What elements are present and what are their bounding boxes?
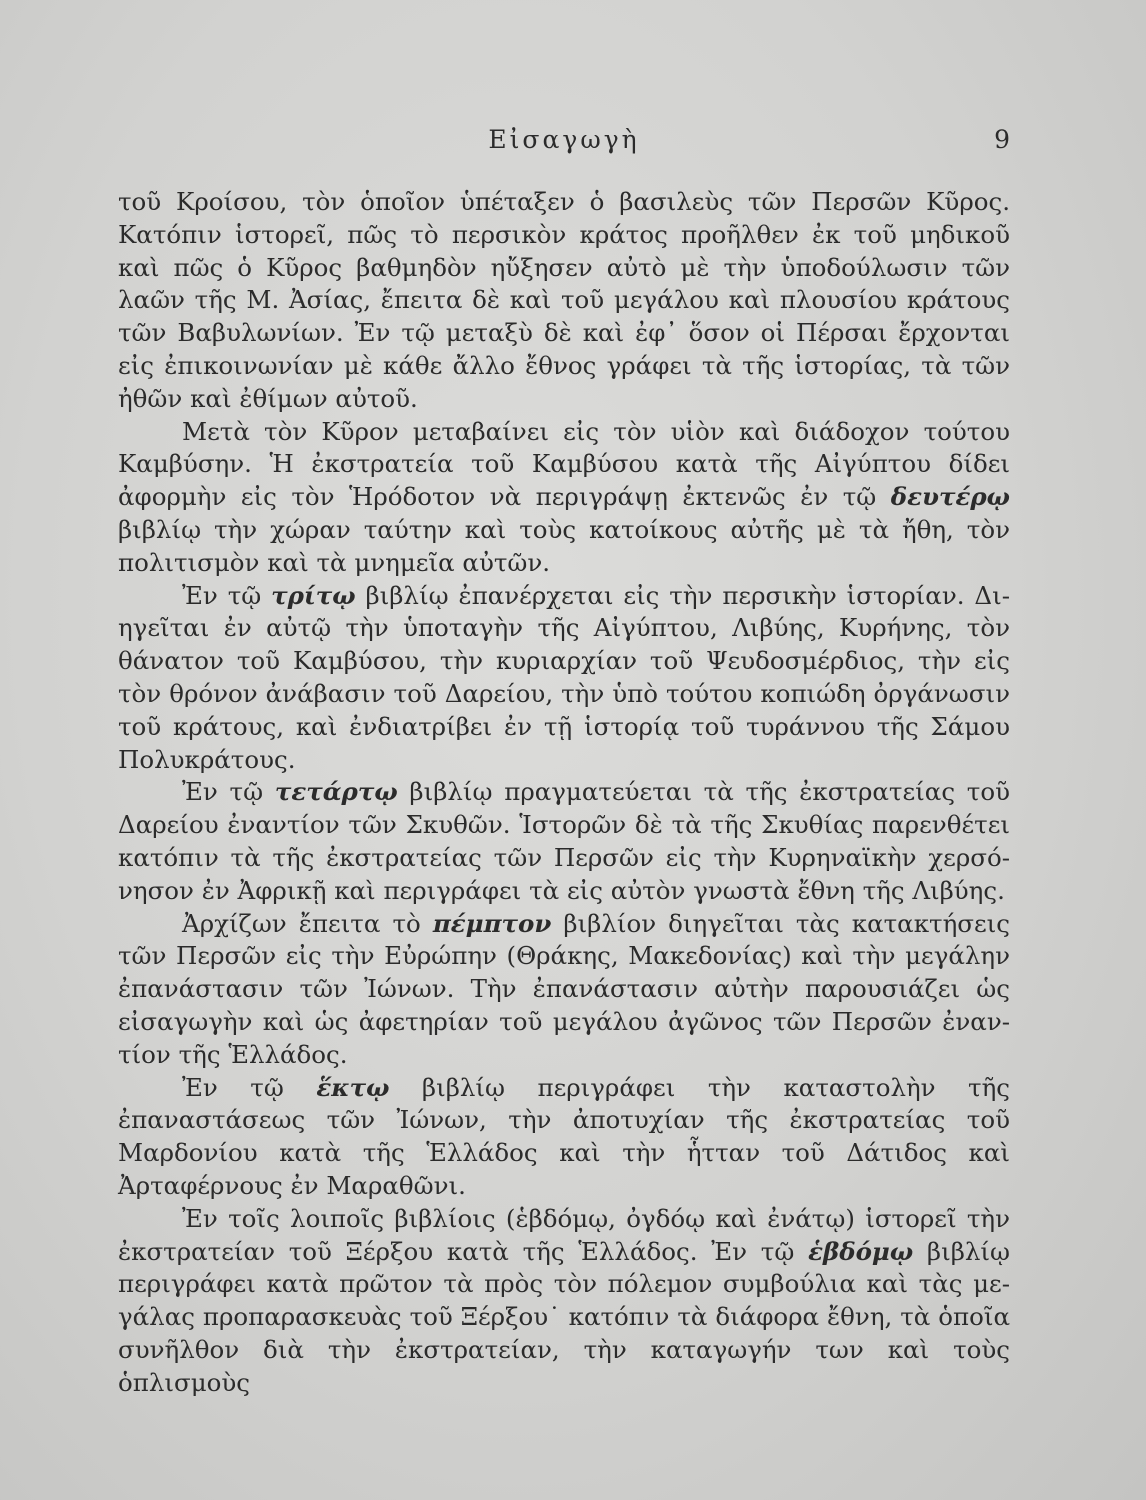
text-run: Ἐν τῷ <box>182 580 272 610</box>
emphasized-word: τρίτῳ <box>271 580 356 610</box>
text-run: Ἀρχίζων ἔπειτα τὸ <box>182 908 433 938</box>
paragraph <box>118 1203 1010 1400</box>
running-title: Εἰσαγωγὴ <box>488 125 640 154</box>
text-run: Μετὰ τὸν Κῦρον μεταβαίνει εἰς τὸν υἱὸν καὶ διάδοχον τούτου Καμβύσην. Ἡ ἐκστρατεία τοῦ Καμβύσου κατὰ τῆς Αἰγύπτου δίδει ἀφορμὴν εἰς τὸν Ἡρόδοτον νὰ περιγράψῃ ἐκτενῶς ἐν τῷ <box>118 416 1010 512</box>
text-run: τοῦ Κροίσου, τὸν ὁποῖον ὑπέταξεν ὁ βασιλεὺς τῶν Περσῶν Κῦρος. Κατόπιν ἱστορεῖ, πῶς τὸ περσικὸν κράτος προῆλθεν ἐκ τοῦ μηδικοῦ καὶ πῶς ὁ Κῦρος βαθμηδὸν ηὔξησεν αὐτὸ μὲ τὴν ὑποδούλωσιν τῶν λαῶν τῆς Μ. Ἀσίας, ἔπειτα δὲ καὶ τοῦ μεγάλου καὶ πλουσίου κράτους τῶν Βαβυλωνίων. Ἐν τῷ μεταξὺ δὲ καὶ ἐφ᾿ ὅσον οἱ Πέρσαι ἔρχονται εἰς ἐπικοινωνίαν μὲ κάθε ἄλλο ἔθνος γράφει τὰ τῆς ἱστορίας, τὰ τῶν ἠθῶν καὶ ἐθίμων αὐτοῦ. <box>118 187 1010 413</box>
text-run: Ἐν τῷ <box>182 777 275 807</box>
text-run: βιβλίῳ ἐπανέρχεται εἰς τὴν περσικὴν ἱστορίαν. Διηγεῖται ἐν αὐτῷ τὴν ὑποταγὴν τῆς Αἰγύπτου, Λιβύης, Κυρήνης, τὸν θάνατον τοῦ Καμβύσου, τὴν κυριαρχίαν τοῦ Ψευδοσμέρδιος, τὴν εἰς τὸν θρόνον ἀνάβασιν τοῦ Δαρείου, τὴν ὑπὸ τούτου κοπιώδη ὀργάνωσιν τοῦ κράτους, καὶ ἐνδιατρίβει ἐν τῇ ἱστορίᾳ τοῦ τυράννου τῆς Σάμου Πολυκράτους. <box>118 580 1010 774</box>
paragraph <box>118 416 1010 580</box>
paragraph <box>118 186 1010 416</box>
paragraph <box>118 580 1010 777</box>
emphasized-word: ἕκτῳ <box>316 1072 390 1102</box>
emphasized-word: πέμπτον <box>432 908 552 938</box>
emphasized-word: ἑβδόμῳ <box>808 1236 914 1266</box>
paragraph <box>118 776 1010 907</box>
text-run: βιβλίῳ τὴν χώραν ταύτην καὶ τοὺς κατοίκους αὐτῆς μὲ τὰ ἤθη, τὸν πολιτισμὸν καὶ τὰ μνημεῖα αὐτῶν. <box>118 514 1010 577</box>
page-header <box>118 125 1010 165</box>
body-text <box>118 186 1010 1399</box>
text-run: βιβλίον διηγεῖται τὰς κατακτήσεις τῶν Περσῶν εἰς τὴν Εὐρώπην (Θράκης, Μακεδονίας) καὶ τὴν μεγάλην ἐπανάστασιν τῶν Ἰώνων. Τὴν ἐπανάστασιν αὐτὴν παρουσιάζει ὡς εἰσαγωγὴν καὶ ὡς ἀφετηρίαν τοῦ μεγάλου ἀγῶνος τῶν Περσῶν ἐναντίον τῆς Ἑλλάδος. <box>118 908 1010 1069</box>
text-run: βιβλίῳ περιγράφει κατὰ πρῶτον τὰ πρὸς τὸν πόλεμον συμβούλια καὶ τὰς μεγάλας προπαρασκευὰς τοῦ Ξέρξου˙ κατόπιν τὰ διάφορα ἔθνη, τὰ ὁποῖα συνῆλθον διὰ τὴν ἐκστρατείαν, τὴν καταγωγήν των καὶ τοὺς ὁπλισμοὺς <box>118 1236 1010 1397</box>
text-run: Ἐν τοῖς λοιποῖς βιβλίοις (ἑβδόμῳ, ὀγδόῳ καὶ ἐνάτῳ) ἱστορεῖ τὴν ἐκστρατείαν τοῦ Ξέρξου κατὰ τῆς Ἑλλάδος. Ἐν τῷ <box>118 1203 1010 1266</box>
emphasized-word: δευτέρῳ <box>890 482 1010 512</box>
emphasized-word: τετάρτῳ <box>274 777 398 807</box>
text-run: βιβλίῳ περιγράφει τὴν καταστολὴν τῆς ἐπαναστάσεως τῶν Ἰώνων, τὴν ἀποτυχίαν τῆς ἐκστρατείας τοῦ Μαρδονίου κατὰ τῆς Ἑλλάδος καὶ τὴν ἧτταν τοῦ Δάτιδος καὶ Ἀρταφέρνους ἐν Μαραθῶνι. <box>118 1072 1011 1200</box>
text-run: Ἐν τῷ <box>182 1072 317 1102</box>
text-run: βιβλίῳ πραγματεύεται τὰ τῆς ἐκστρατείας τοῦ Δαρείου ἐναντίον τῶν Σκυθῶν. Ἱστορῶν δὲ τὰ τῆς Σκυθίας παρενθέτει κατόπιν τὰ τῆς ἐκστρατείας τῶν Περσῶν εἰς τὴν Κυρηναϊκὴν χερσόνησον ἐν Ἀφρικῇ καὶ περιγράφει τὰ εἰς αὐτὸν γνωστὰ ἔθνη τῆς Λιβύης. <box>118 777 1010 905</box>
paragraph <box>118 1072 1010 1203</box>
paragraph <box>118 908 1010 1072</box>
page-number: 9 <box>994 125 1010 154</box>
